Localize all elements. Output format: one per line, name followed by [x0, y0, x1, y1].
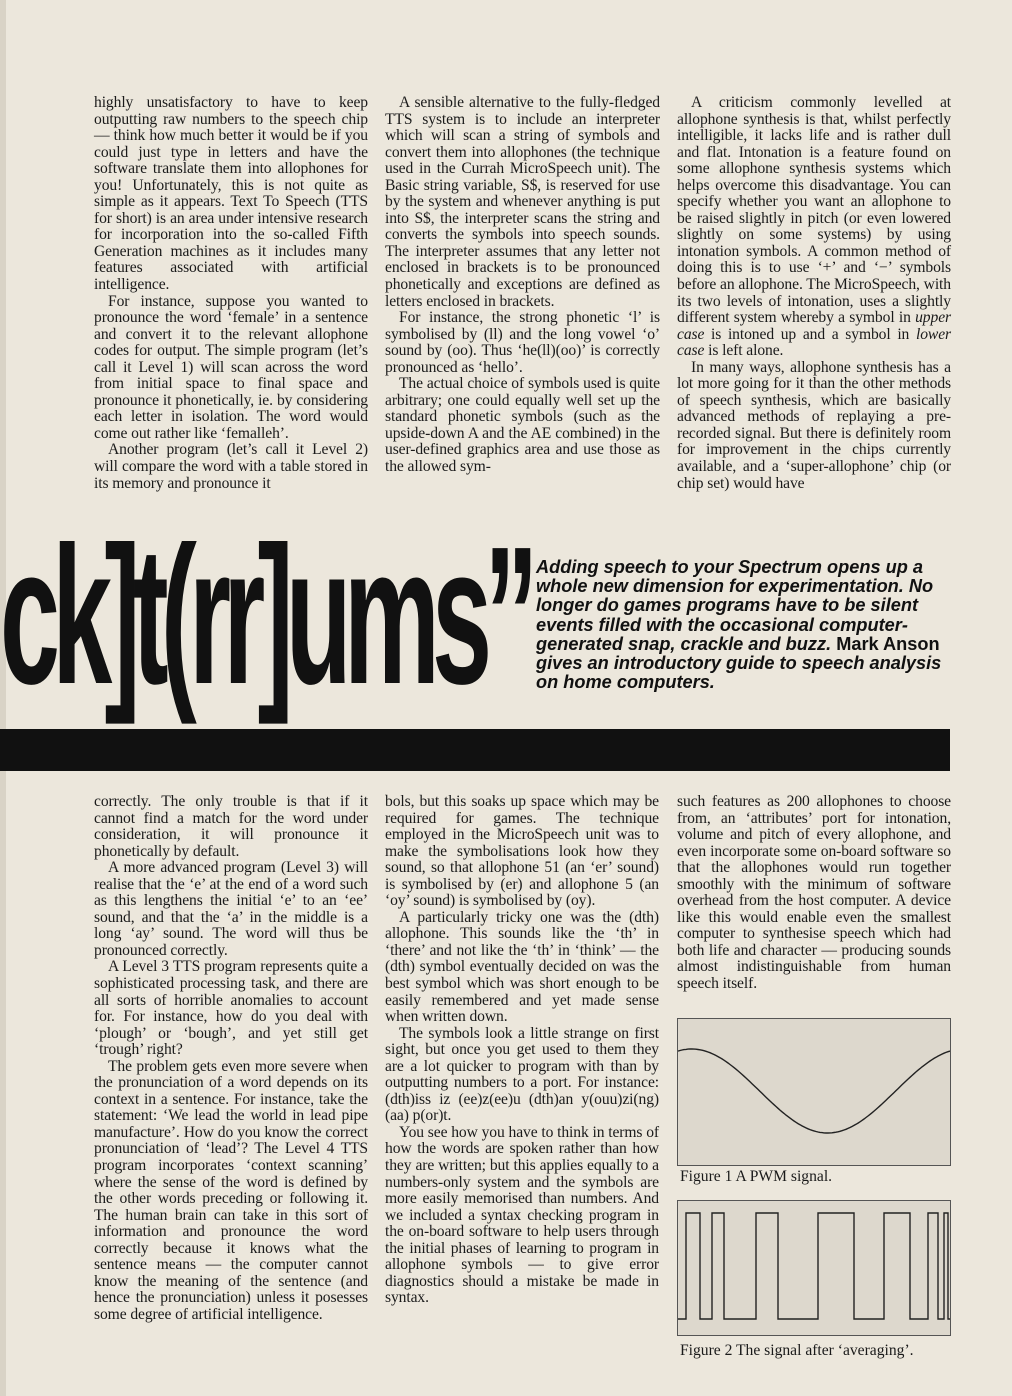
paragraph: highly unsatisfactory to have to keep outputting raw numbers to the speech chip — think how much better it would be if you could just type in letters and have the software translate them into allophones for you! Unfortunately, this is not quite as simple as it appears. Text To Speech (TTS for short) is an area under intensive research for incorporation into the so-called Fifth Generation machines as it includes many features associated with artificial intelligence. [94, 94, 368, 294]
figure-2-averaged-signal [677, 1200, 951, 1336]
paragraph: You see how you have to think in terms of how the words are spoken rather than how they are written; but this applies equally to a numbers-only system and the symbols are more easily memorised than numbers. And we included a syntax checking program in the on-board software to help users through the initial phases of learning to program in allophone symbols — to give error diagnostics should a mistake be made in syntax. [385, 1123, 659, 1307]
paragraph: A more advanced program (Level 3) will realise that the ‘e’ at the end of a word such as this lengthens the initial ‘e’ to an ‘ee’ sound, and that the ‘a’ in the middle is a long ‘ay’ sound. The word will thus be pronounced correctly. [94, 859, 368, 959]
bottom-column-1 [94, 794, 368, 1324]
paragraph: The problem gets even more severe when the pronunciation of a word depends on its context in a sentence. For instance, take the statement: ‘We lead the world in lead pipe manufacture’. How do you know the correct pronunciation of ‘lead’? The Level 4 TTS program incorporates ‘context scanning’ where the sense of the word is defined by the other words preceding or following it. The human brain can take in this sort of information and pronounce the word correctly because it knows what the sentence means — the computer cannot know the meaning of the sentence (and hence the pronunciation) unless it posesses some degree of artificial intelligence. [94, 1057, 368, 1323]
standfirst-text: Adding speech to your Spectrum opens up a whole new dimension for experimentation. No longer do games programs have to be silent events filled with the occasional computer-generated snap, crackle and buzz. [536, 557, 934, 654]
text-run: is intoned up and a symbol in [704, 325, 916, 343]
top-column-2 [385, 95, 660, 476]
italic-term: lower case [677, 325, 951, 360]
paragraph: The symbols look a little strange on first sight, but once you get used to them they are a lot quicker to program with than by outputting numbers to a port. For instance: (dth)iss iz (ee)z(ee)u (dth)an y(ouu)zi(ng) (aa) p(or)t. [385, 1024, 659, 1125]
pulse-train-line [678, 1213, 950, 1319]
figure-1-pwm-signal [677, 1018, 951, 1166]
sine-wave-line [678, 1049, 950, 1133]
standfirst-text: gives an introductory guide to speech analysis on home computers. [536, 653, 942, 693]
paragraph: For instance, suppose you wanted to pronounce the word ‘female’ in a sentence and convert it to the relevant allophone codes for output. The simple program (let’s call it Level 1) will scan across the word from initial space to final space and pronounce it phonetically, ie. by considering each letter in isolation. The word would come out rather like ‘femalleh’. [94, 292, 368, 442]
figure-2-waveform [678, 1201, 950, 1335]
italic-term: upper case [677, 309, 951, 343]
paragraph: A sensible alternative to the fully-fledged TTS system is to include an interpreter which will scan a string of symbols and convert them into allophones (the technique used in the Currah MicroSpeech unit). The Basic string variable, S$, is reserved for use by the system and whenever anything is put into S$, the interpreter scans the string and converts the symbols into speech sounds. The interpreter assumes that any letter not enclosed in brackets is to be pronounced phonetically and exceptions are defined as letters enclosed in brackets. [385, 94, 660, 310]
paragraph: The actual choice of symbols used is quite arbitrary; one could equally well set up the standard phonetic symbols (such as the upside-down A and the AE combined) in the user-defined graphics area and use those as the allowed sym- [385, 375, 660, 476]
bottom-column-2 [385, 794, 659, 1307]
paragraph: correctly. The only trouble is that if it cannot find a match for the word under consideration, it will pronounce it phonetically by default. [94, 793, 368, 860]
bottom-column-3 [677, 794, 951, 993]
figure-2-caption: Figure 2 The signal after ‘averaging’. [680, 1342, 914, 1359]
paragraph: For instance, the strong phonetic ‘l’ is symbolised by (ll) and the long vowel ‘o’ sound by (oo). Thus ‘he(ll)(oo)’ is correctly pronounced as ‘hello’. [385, 309, 660, 376]
figure-1-waveform [678, 1019, 950, 1165]
top-column-3 [677, 95, 951, 492]
standfirst [536, 558, 956, 692]
text-run: A criticism commonly levelled at allophone synthesis is that, whilst perfectly intelligible, it lacks life and is rather dull and flat. Intonation is a feature found on some allophone synthesis systems which helps overcome this disadvantage. You can specify whether you want an allophone to be raised slightly in pitch (or even lowered slightly on some systems) by using intonation symbols. A common method of doing this is to use ‘+’ and ‘−’ symbols before an allophone. The MicroSpeech, with its two levels of intonation, uses a slightly different system whereby a symbol in [677, 94, 951, 327]
paragraph: such features as 200 allophones to choose from, an ‘attributes’ port for intonation, volume and pitch of every allophone, and even incorporate some on-board software so that the allophones would run together smoothly with the minimum of software overhead from the host computer. A device like this would enable even the smallest computer to synthesise speech which had both life and character — producing sounds almost indistinguishable from human speech itself. [677, 793, 951, 993]
paragraph: bols, but this soaks up space which may be required for games. The technique employed in the MicroSpeech unit was to make the symbolisations look how they sound, so that allophone 51 (an ‘er’ sound) is symbolised by (er) and allophone 5 (an ‘oy’ sound) is symbolised by (oy). [385, 793, 659, 910]
top-column-1 [94, 95, 368, 492]
figure-1-caption: Figure 1 A PWM signal. [680, 1168, 833, 1185]
paragraph: In many ways, allophone synthesis has a lot more going for it than the other methods of speech synthesis, which are basically advanced methods of replaying a pre- recorded signal. But there is definitely room for improvement in the chips currently available, and a ‘super-allophone’ chip (or chip set) would have [677, 358, 951, 492]
author-name: Mark Anson [836, 633, 940, 654]
black-divider-bar [0, 729, 950, 771]
paragraph [677, 95, 951, 360]
paragraph: A Level 3 TTS program represents quite a sophisticated processing task, and there are all sorts of horrible anomalies to account for. For instance, how do you deal with ‘plough’ or ‘bough’, and yet still get ‘trough’ right? [94, 958, 368, 1059]
headline: ck]t(rr]ums” [0, 506, 531, 725]
paragraph: Another program (let’s call it Level 2) will compare the word with a table stored in its memory and pronounce it [94, 441, 368, 492]
text-run: is left alone. [704, 342, 784, 360]
paragraph: A particularly tricky one was the (dth) allophone. This sounds like the ‘th’ in ‘there’ and not like the ‘th’ in ‘think’ — the (dth) symbol eventually decided on was the best symbol which was short enough to be easily remembered and yet made sense when written down. [385, 908, 659, 1026]
